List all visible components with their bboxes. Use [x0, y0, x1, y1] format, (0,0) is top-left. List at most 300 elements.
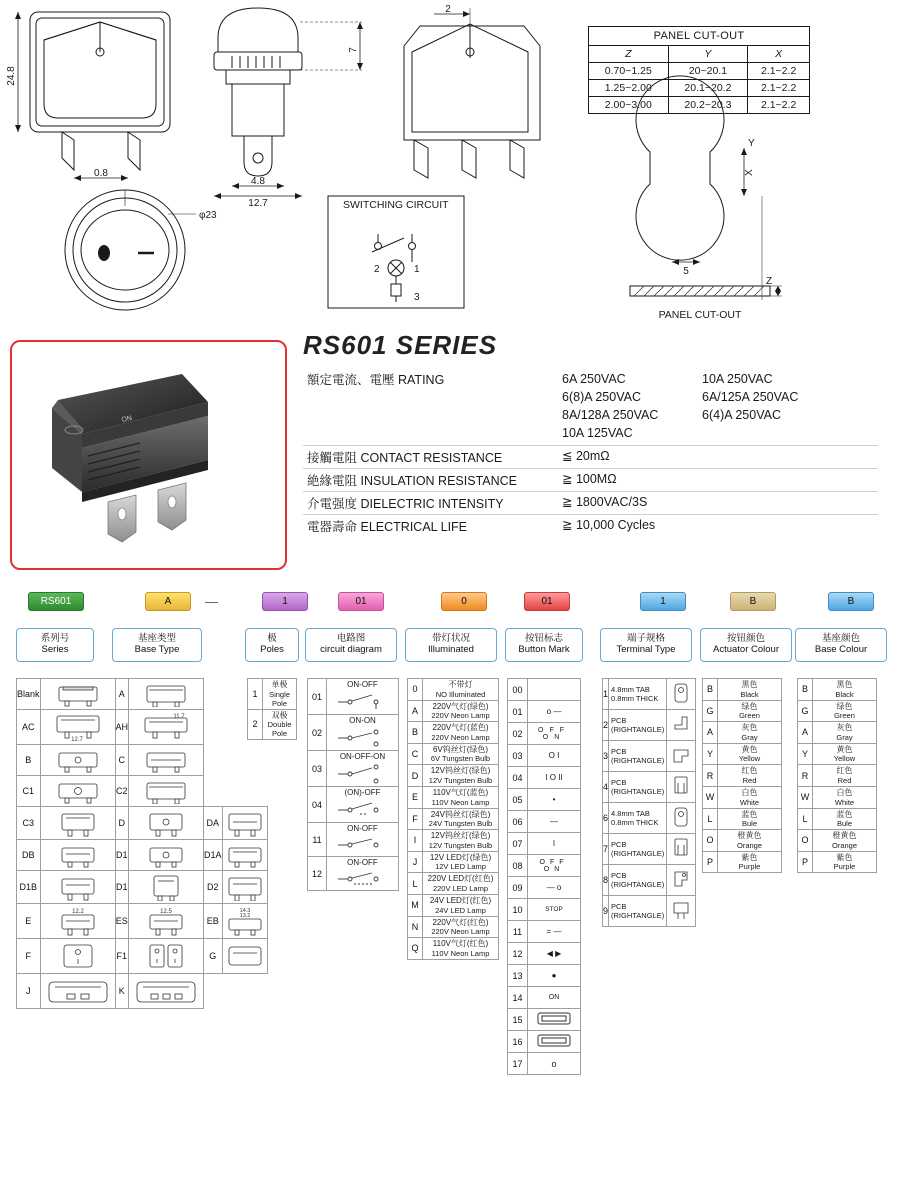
actuator-code: Y — [703, 743, 718, 765]
terminal-code: 6 — [603, 803, 609, 834]
col-header-actuator-colour — [700, 628, 792, 662]
base-type-table — [16, 678, 268, 1009]
col-header-base-colour — [795, 628, 887, 662]
col-header-illuminated — [405, 628, 497, 662]
base-colour-cn: 蓝色 — [836, 809, 853, 819]
actuator-cn: 黑色 — [741, 680, 758, 689]
rating-value: 6A/125A 250VAC — [702, 390, 799, 405]
terminal-code: 3 — [603, 741, 609, 772]
table-row[interactable] — [798, 830, 877, 852]
col-header-en: Actuator Colour — [712, 644, 779, 655]
base-type-drawing — [222, 871, 267, 904]
base-colour-en: Bule — [836, 819, 852, 829]
terminal-code: 2 — [603, 710, 609, 741]
base-colour-cn: 黑色 — [836, 680, 853, 689]
illuminated-code: I — [408, 830, 423, 852]
illuminated-en: 110V Neon Lamp — [431, 797, 490, 807]
table-row[interactable] — [408, 679, 499, 701]
terminal-label — [609, 772, 667, 803]
table-row[interactable] — [17, 840, 268, 871]
base-type-drawing — [40, 974, 115, 1009]
table-row[interactable] — [308, 679, 399, 715]
table-row[interactable] — [508, 701, 581, 723]
terminal-drawing — [667, 896, 696, 927]
table-row[interactable] — [603, 865, 696, 896]
code-chip-circuit[interactable]: 01 — [338, 592, 384, 611]
poles-table — [247, 678, 297, 740]
terminal-line2: (RIGHTANGLE) — [611, 787, 665, 796]
base-colour-en: Red — [837, 775, 852, 785]
illuminated-label — [423, 916, 499, 938]
base-type-drawing — [129, 904, 204, 939]
illuminated-label — [423, 722, 499, 744]
svg-text:11.7: 11.7 — [173, 714, 185, 720]
code-chip-poles[interactable]: 1 — [262, 592, 308, 611]
code-chip-actuator-colour[interactable]: B — [730, 592, 776, 611]
cell: 2.00~3.00 — [589, 97, 669, 114]
illuminated-cn: 6V钨丝灯(绿色) — [432, 744, 489, 754]
spec-value: ≧ 1800VAC/3S — [558, 491, 878, 514]
poles-label-en: Double Pole — [267, 720, 292, 739]
button-mark-code: 03 — [508, 745, 528, 767]
illuminated-code: B — [408, 722, 423, 744]
button-mark-code: 10 — [508, 899, 528, 921]
panel-cutout-bottom-label: PANEL CUT-OUT — [658, 309, 742, 321]
col-header-cn: 系列号 — [40, 633, 70, 645]
table-row[interactable] — [508, 767, 581, 789]
spec-value-rating — [558, 368, 878, 445]
base-colour-cn: 灰色 — [836, 723, 853, 733]
button-mark-code: 12 — [508, 943, 528, 965]
terminal-code: 8 — [603, 865, 609, 896]
actuator-en: Purple — [738, 862, 761, 872]
poles-label — [263, 679, 297, 710]
dim-4-8-label: 4.8 — [251, 176, 265, 187]
code-chip-base-colour[interactable]: B — [828, 592, 874, 611]
table-row[interactable] — [508, 1009, 581, 1031]
poles-label-cn: 单极 — [271, 680, 288, 689]
col-header-cn: 基座类型 — [137, 633, 176, 645]
base-colour-code: P — [798, 851, 813, 873]
terminal-drawing — [667, 772, 696, 803]
panel-cutout-table — [588, 26, 810, 114]
col-x: X — [748, 46, 810, 63]
circuit-drawing — [327, 715, 399, 751]
terminal-drawing — [667, 834, 696, 865]
col-header-circuit-diagram — [305, 628, 397, 662]
code-chip-button-mark[interactable]: 01 — [524, 592, 570, 611]
button-mark-symbol — [530, 1012, 578, 1027]
terminal-code: 4 — [603, 772, 609, 803]
spec-value: ≧ 100MΩ — [558, 468, 878, 491]
illuminated-code: M — [408, 894, 423, 916]
table-row[interactable] — [508, 723, 581, 745]
spec-row-rating — [303, 368, 878, 445]
terminal-line1: 4.8mm TAB — [611, 809, 650, 818]
table-row[interactable] — [703, 786, 782, 808]
circuit-drawing — [327, 751, 399, 787]
base-colour-label — [813, 830, 877, 852]
table-row[interactable] — [508, 833, 581, 855]
table-row[interactable] — [308, 715, 399, 751]
illuminated-cn: 12V钨丝灯(绿色) — [430, 831, 491, 841]
base-type-code: E — [17, 904, 41, 939]
product-photo-svg — [12, 342, 285, 568]
ordering-code-row — [0, 592, 900, 622]
col-header-base-type — [112, 628, 202, 662]
terminal-line2: (RIGHTANGLE) — [611, 756, 665, 765]
table-row[interactable] — [308, 857, 399, 891]
button-mark-symbol: = — — [546, 927, 562, 936]
table-row[interactable] — [508, 745, 581, 767]
base-type-drawing — [129, 745, 204, 776]
button-mark-symbol: STOP — [545, 906, 563, 913]
table-row[interactable] — [508, 1031, 581, 1053]
table-row[interactable] — [703, 830, 782, 852]
table-row[interactable] — [703, 743, 782, 765]
table-row[interactable] — [408, 722, 499, 744]
page-title: RS601 SERIES — [303, 330, 498, 360]
button-mark-symbol: I O II — [545, 773, 563, 782]
panel-cutout-caption: PANEL CUT-OUT — [588, 26, 810, 45]
table-row[interactable] — [17, 745, 268, 776]
button-mark-code: 02 — [508, 723, 528, 745]
spec-label-contact-resistance — [303, 445, 558, 468]
table-row[interactable] — [798, 808, 877, 830]
table-row[interactable] — [603, 834, 696, 865]
illuminated-cn: 12V钨丝灯(绿色) — [430, 766, 491, 776]
illuminated-label — [423, 700, 499, 722]
table-row[interactable] — [17, 710, 268, 745]
button-mark-code: 06 — [508, 811, 528, 833]
base-type-drawing — [129, 807, 204, 840]
table-row[interactable] — [308, 751, 399, 787]
button-mark-symbol: OFF ON — [538, 726, 570, 741]
table-row[interactable] — [508, 921, 581, 943]
button-mark-symbol: o — — [546, 707, 562, 716]
actuator-en: Red — [742, 775, 757, 785]
base-type-drawing — [129, 710, 204, 745]
cutout-dim-5: 5 — [683, 266, 689, 277]
base-type-code: C3 — [17, 807, 41, 840]
table-row[interactable] — [703, 808, 782, 830]
rating-value: 10A 125VAC — [562, 426, 633, 441]
button-mark-symbol: O I — [548, 751, 560, 760]
table-row[interactable] — [798, 851, 877, 873]
table-row[interactable] — [17, 807, 268, 840]
base-colour-label — [813, 722, 877, 744]
base-type-drawing — [129, 840, 204, 871]
button-mark-symbol: o — [551, 1058, 557, 1069]
base-colour-code: O — [798, 830, 813, 852]
col-header-cn: 端子规格 — [626, 633, 665, 645]
cell: 2.1~2.2 — [748, 80, 810, 97]
base-type-code: D2 — [204, 871, 223, 904]
spec-label-en: DIELECTRIC INTENSITY — [360, 496, 504, 511]
table-row[interactable] — [508, 965, 581, 987]
terminal-drawing — [667, 710, 696, 741]
illuminated-en: 24V LED Lamp — [435, 905, 486, 915]
col-header-en: Button Mark — [518, 644, 570, 655]
svg-text:ON: ON — [120, 414, 133, 424]
spec-label-cn: 接觸電阻 — [307, 450, 358, 465]
actuator-en: Black — [740, 689, 759, 699]
base-colour-code: W — [798, 786, 813, 808]
illuminated-cn: 12V LED灯(绿色) — [429, 852, 492, 862]
actuator-label — [718, 722, 782, 744]
table-row[interactable] — [603, 741, 696, 772]
base-colour-label — [813, 700, 877, 722]
illuminated-code: D — [408, 765, 423, 787]
terminal-line1: PCB — [611, 871, 627, 880]
table-header-row — [589, 46, 810, 63]
base-type-drawing — [222, 807, 267, 840]
actuator-cn: 白色 — [741, 787, 758, 797]
table-row[interactable] — [308, 787, 399, 823]
table-row[interactable] — [17, 871, 268, 904]
terminal-code: 7 — [603, 834, 609, 865]
actuator-label — [718, 743, 782, 765]
code-chip-illuminated[interactable]: 0 — [441, 592, 487, 611]
terminal-line1: PCB — [611, 840, 627, 849]
actuator-code: O — [703, 830, 718, 852]
button-mark-code: 08 — [508, 855, 528, 877]
table-row[interactable] — [703, 851, 782, 873]
button-mark-symbol: ● — [551, 971, 557, 980]
spec-label-dielectric-intensity — [303, 491, 558, 514]
circuit-code: 11 — [308, 823, 327, 857]
code-chip-series[interactable]: RS601 — [28, 592, 84, 611]
table-row[interactable] — [798, 700, 877, 722]
cell: 2.1~2.2 — [748, 63, 810, 80]
table-row[interactable] — [798, 722, 877, 744]
circuit-code: 01 — [308, 679, 327, 715]
table-row[interactable] — [798, 679, 877, 701]
button-mark-code: 15 — [508, 1009, 528, 1031]
base-colour-code: G — [798, 700, 813, 722]
terminal-label — [609, 896, 667, 927]
table-row[interactable] — [703, 722, 782, 744]
illuminated-en: 220V Neon Lamp — [431, 711, 490, 721]
table-row[interactable] — [408, 830, 499, 852]
base-type-code: D1B — [17, 871, 41, 904]
dim-pin-width-label: 0.8 — [94, 168, 108, 179]
table-row[interactable] — [508, 811, 581, 833]
table-row[interactable] — [798, 786, 877, 808]
cell: 1.25~2.00 — [589, 80, 669, 97]
base-type-code: EB — [204, 904, 223, 939]
terminal-drawing — [667, 865, 696, 896]
table-row[interactable] — [508, 987, 581, 1009]
illuminated-en: 220V Neon Lamp — [431, 732, 490, 742]
button-mark-symbol: I — [552, 839, 556, 848]
table-row[interactable] — [508, 855, 581, 877]
illuminated-code: 0 — [408, 679, 423, 701]
terminal-type-table — [602, 678, 696, 927]
illuminated-code: N — [408, 916, 423, 938]
actuator-code: B — [703, 679, 718, 701]
table-row[interactable] — [17, 974, 268, 1009]
table-row[interactable] — [508, 943, 581, 965]
illuminated-cn: 220V LED灯(红色) — [427, 874, 494, 884]
circuit-drawing — [327, 787, 399, 823]
poles-label-en: Single Pole — [269, 689, 290, 708]
cutout-axis-x: X — [744, 169, 755, 176]
terminal-line1: PCB — [611, 778, 627, 787]
rating-value: 10A 250VAC — [702, 372, 773, 386]
button-mark-code: 01 — [508, 701, 528, 723]
button-mark-symbol: OFF ON — [539, 858, 569, 873]
table-row[interactable] — [603, 896, 696, 927]
col-header-en: Base Type — [134, 644, 180, 655]
table-row[interactable] — [508, 789, 581, 811]
specification-table — [303, 368, 878, 537]
table-row[interactable] — [408, 916, 499, 938]
table-row[interactable] — [17, 939, 268, 974]
actuator-label — [718, 808, 782, 830]
table-row[interactable] — [703, 700, 782, 722]
button-mark-symbol: — — [550, 817, 558, 826]
actuator-label — [718, 786, 782, 808]
cell: 20~20.1 — [668, 63, 748, 80]
base-type-drawing — [129, 776, 204, 807]
actuator-cn: 紫色 — [741, 852, 758, 862]
dim-7-label: 7 — [348, 47, 359, 53]
poles-code: 2 — [248, 709, 263, 740]
base-colour-code: L — [798, 808, 813, 830]
col-header-en: Poles — [260, 644, 284, 655]
base-type-drawing — [40, 776, 115, 807]
actuator-cn: 蓝色 — [741, 809, 758, 819]
base-colour-code: R — [798, 765, 813, 787]
actuator-cn: 绿色 — [741, 701, 758, 711]
col-y: Y — [668, 46, 748, 63]
col-header-cn: 带灯状况 — [431, 633, 470, 645]
table-row[interactable] — [798, 765, 877, 787]
table-row[interactable] — [703, 679, 782, 701]
base-colour-label — [813, 679, 877, 701]
table-row[interactable] — [17, 679, 268, 710]
spec-label-electrical-life — [303, 514, 558, 537]
code-chip-base-type[interactable]: A — [145, 592, 191, 611]
actuator-code: W — [703, 786, 718, 808]
base-colour-label — [813, 786, 877, 808]
illuminated-en: 12V Tungsten Bulb — [428, 775, 493, 785]
svg-text:13.2: 13.2 — [239, 913, 250, 919]
table-row[interactable] — [603, 679, 696, 710]
code-chip-terminal[interactable]: 1 — [640, 592, 686, 611]
base-type-code: K — [115, 974, 129, 1009]
spec-row-dielectric-intensity — [303, 491, 878, 514]
actuator-label — [718, 830, 782, 852]
illuminated-en: 6V Tungsten Bulb — [430, 754, 491, 764]
table-row[interactable] — [408, 786, 499, 808]
table-row[interactable] — [408, 808, 499, 830]
table-row[interactable] — [308, 823, 399, 857]
table-row[interactable] — [798, 743, 877, 765]
table-row[interactable] — [408, 851, 499, 873]
circuit-drawing — [327, 857, 399, 891]
actuator-en: Yellow — [738, 754, 761, 764]
button-mark-code: 05 — [508, 789, 528, 811]
spec-label-rating — [303, 368, 558, 445]
table-row[interactable] — [408, 938, 499, 960]
actuator-code: G — [703, 700, 718, 722]
spec-label-cn: 絶緣電阻 — [307, 473, 358, 488]
base-type-code: F — [17, 939, 41, 974]
base-type-drawing — [222, 939, 267, 974]
svg-text:12.2: 12.2 — [71, 909, 84, 915]
illuminated-label — [423, 851, 499, 873]
table-row[interactable] — [508, 899, 581, 921]
illuminated-cn: 不带灯 — [448, 680, 473, 689]
rating-value: 8A/128A 250VAC — [562, 408, 659, 423]
button-mark-code: 00 — [508, 679, 528, 701]
illuminated-label — [423, 938, 499, 960]
button-mark-code: 17 — [508, 1053, 528, 1075]
col-header-en: Terminal Type — [616, 644, 676, 655]
col-header-en: Base Colour — [814, 644, 868, 655]
circuit-label: ON-OFF — [347, 858, 378, 867]
base-type-code: D1A — [204, 840, 223, 871]
table-row[interactable] — [603, 772, 696, 803]
table-row[interactable] — [508, 679, 581, 701]
button-mark-symbol: ON — [548, 994, 560, 1001]
illuminated-label — [423, 808, 499, 830]
terminal-2-label: 2 — [374, 264, 380, 275]
illuminated-cn: 110V气灯(蓝色) — [432, 787, 489, 797]
spec-label-en: CONTACT RESISTANCE — [360, 450, 503, 465]
table-row[interactable] — [603, 803, 696, 834]
circuit-drawing — [327, 679, 399, 715]
base-type-code: Blank — [17, 679, 41, 710]
terminal-drawing — [667, 803, 696, 834]
table-row[interactable] — [408, 765, 499, 787]
table-row[interactable] — [248, 679, 297, 710]
base-type-code: AH — [115, 710, 129, 745]
terminal-line1: PCB — [611, 747, 627, 756]
table-row[interactable] — [508, 1053, 581, 1075]
table-row[interactable] — [17, 776, 268, 807]
table-row[interactable] — [408, 894, 499, 916]
spec-value: ≧ 10,000 Cycles — [558, 514, 878, 537]
actuator-en: Green — [739, 711, 760, 721]
base-colour-en: Orange — [831, 840, 858, 850]
terminal-line1: PCB — [611, 716, 627, 725]
circuit-label: ON-OFF — [347, 680, 378, 689]
table-row[interactable] — [408, 743, 499, 765]
illuminated-label — [423, 873, 499, 895]
table-row[interactable] — [248, 709, 297, 740]
illuminated-cn: 220V气灯(绿色) — [432, 701, 489, 711]
diameter-label: φ23 — [199, 210, 217, 221]
illuminated-code: E — [408, 786, 423, 808]
table-row[interactable] — [703, 765, 782, 787]
table-row[interactable] — [408, 700, 499, 722]
base-type-code: F1 — [115, 939, 129, 974]
base-colour-cn: 橙黄色 — [832, 831, 857, 841]
table-row[interactable] — [17, 904, 268, 939]
illuminated-code: C — [408, 743, 423, 765]
base-type-code: D1 — [115, 840, 129, 871]
table-row[interactable] — [603, 710, 696, 741]
actuator-label — [718, 679, 782, 701]
table-row[interactable] — [508, 877, 581, 899]
table-row[interactable] — [408, 873, 499, 895]
spec-row-electrical-life — [303, 514, 878, 537]
svg-text:12.7: 12.7 — [70, 737, 83, 742]
actuator-en: Orange — [736, 840, 763, 850]
